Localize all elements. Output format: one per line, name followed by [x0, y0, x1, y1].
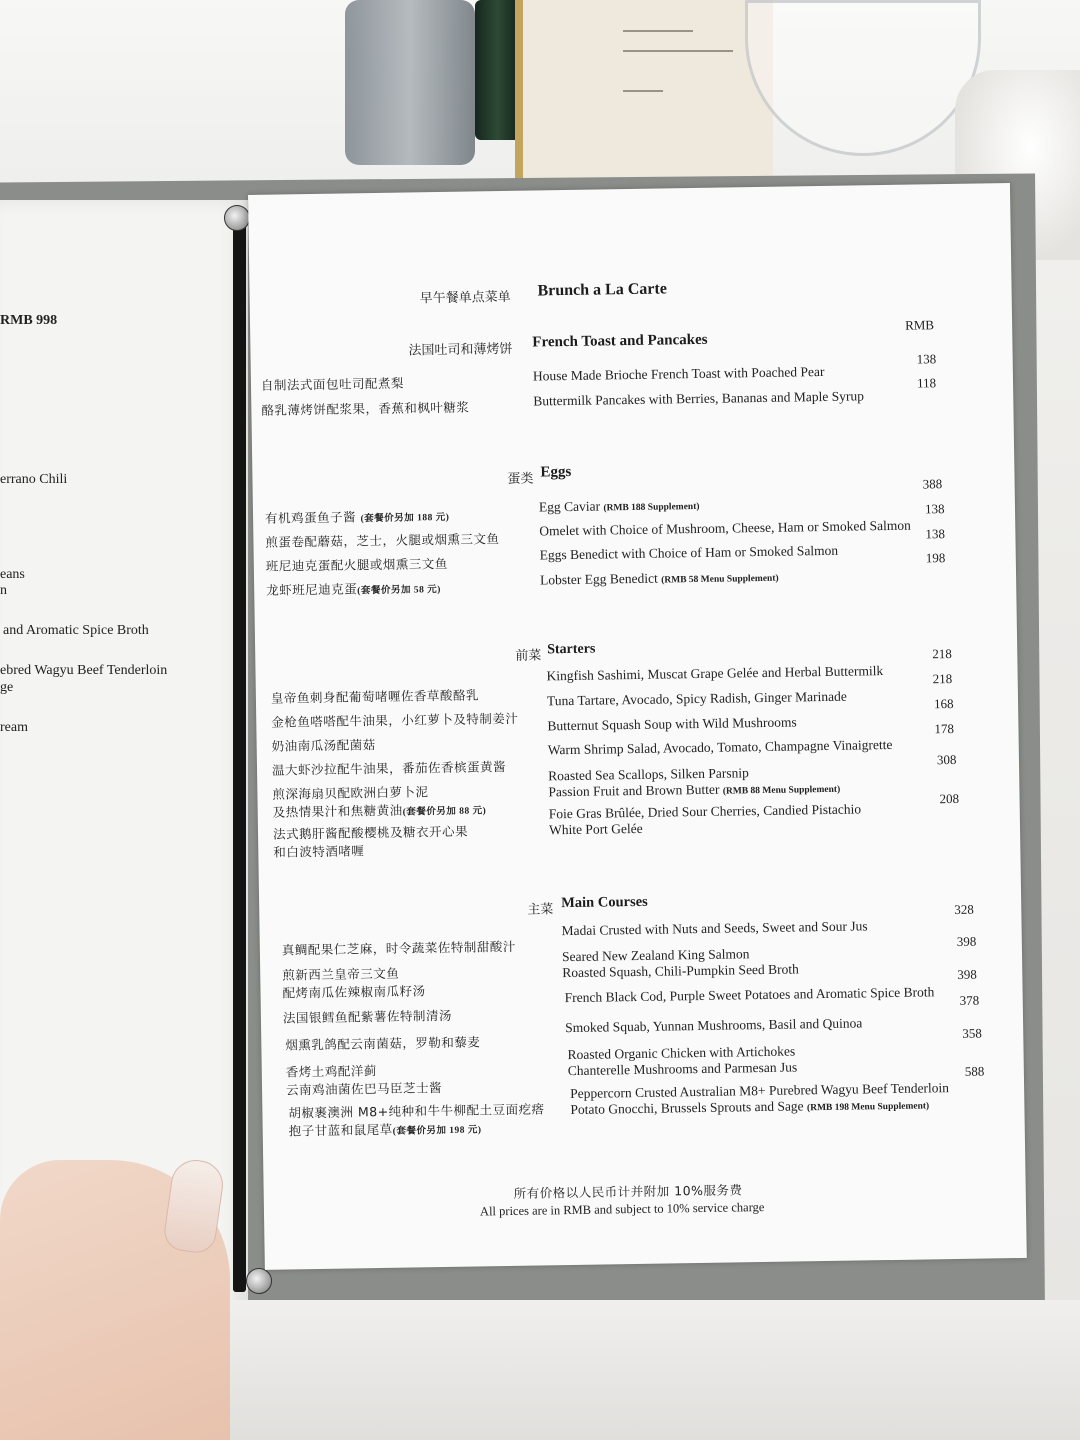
menu-item-price: 138: [925, 526, 946, 542]
menu-item-zh: 胡椒裹澳洲 M8+纯种和牛牛柳配土豆面疙瘩: [288, 1101, 545, 1121]
menu-item-en: Seared New Zealand King Salmon: [561, 946, 750, 965]
menu-item-price: 308: [936, 751, 957, 768]
menu-item-en-line2: Roasted Squash, Chili-Pumpkin Seed Broth: [562, 961, 799, 981]
menu-item-en: Roasted Sea Scallops, Silken Parsnip: [548, 765, 749, 784]
menu-item-en: House Made Brioche French Toast with Poached Pear: [532, 363, 825, 384]
section-title-zh: 法国吐司和薄烤饼: [408, 341, 513, 359]
binding-rivet: [246, 1268, 272, 1294]
menu-item-price: 138: [924, 501, 945, 517]
supplement-note: (RMB 188 Supplement): [603, 501, 700, 514]
left-page-line: ebred Wagyu Beef Tenderloin: [0, 663, 168, 678]
menu-item-zh: 班尼迪克蛋配火腿或烟熏三文鱼: [265, 555, 448, 574]
left-menu-page: [0, 200, 248, 1310]
menu-item-en: Peppercorn Crusted Australian M8+ Purebred Wagyu Beef Tenderloin: [570, 1080, 950, 1102]
menu-item-zh: 皇帝鱼刺身配葡萄啫喱佐香草酸酪乳: [270, 687, 480, 706]
supplement-note: (RMB 88 Menu Supplement): [722, 784, 841, 797]
section-title-en: Eggs: [540, 463, 572, 481]
menu-item-en: Buttermilk Pancakes with Berries, Bananas and Maple Syrup: [533, 388, 865, 409]
footer-note-en: All prices are in RMB and subject to 10% service charge: [479, 1200, 765, 1219]
menu-item-en-line2: Passion Fruit and Brown Butter (RMB 88 Menu Supplement): [548, 781, 841, 800]
section-title-zh: 前菜: [515, 648, 542, 664]
menu-item-zh: 龙虾班尼迪克蛋(套餐价另加 58 元): [266, 581, 441, 598]
menu-item-en: Roasted Organic Chicken with Artichokes: [567, 1043, 796, 1063]
flower-vase: [345, 0, 475, 165]
menu-item-price: 198: [925, 550, 946, 566]
footer-note-zh: 所有价格以人民币计并附加 10%服务费: [513, 1182, 743, 1201]
menu-item-zh: 法式鹅肝酱配酸樱桃及糖衣开心果: [272, 823, 469, 842]
section-title-en: Main Courses: [561, 893, 648, 912]
menu-title-zh: 早午餐单点菜单: [419, 289, 511, 307]
supplement-note: (套餐价另加 198 元): [392, 1125, 482, 1137]
menu-item-price: 168: [933, 695, 954, 712]
menu-item-zh-line2: 和白波特酒啫喱: [273, 843, 365, 860]
menu-item-zh-line2: 抱子甘蓝和鼠尾草(套餐价另加 198 元): [288, 1121, 482, 1139]
menu-item-zh: 煎深海扇贝配欧洲白萝卜泥: [272, 784, 429, 802]
left-page-line: RMB 998: [0, 313, 58, 328]
menu-item-en: Smoked Squab, Yunnan Mushrooms, Basil and Quinoa: [564, 1015, 863, 1036]
menu-item-en: French Black Cod, Purple Sweet Potatoes and Aromatic Spice Broth: [564, 984, 935, 1006]
menu-item-price: 328: [954, 901, 974, 917]
menu-title-en: Brunch a La Carte: [537, 280, 667, 300]
brunch-menu-page: [248, 183, 1027, 1270]
bookmark-ribbon: [233, 212, 246, 1292]
menu-item-en: Lobster Egg Benedict (RMB 58 Menu Supplement): [539, 570, 779, 588]
menu-item-en: Foie Gras Brûlée, Dried Sour Cherries, Candied Pistachio: [548, 801, 862, 822]
menu-item-zh: 煎新西兰皇帝三文鱼: [282, 965, 400, 983]
left-page-line: errano Chili: [0, 472, 68, 487]
supplement-note: (RMB 198 Menu Supplement): [806, 1101, 930, 1114]
menu-item-price: 398: [956, 933, 977, 949]
water-bottle: [475, 0, 520, 140]
supplement-note: (套餐价另加 188 元): [360, 512, 450, 525]
menu-item-en: Kingfish Sashimi, Muscat Grape Gelée and Herbal Buttermilk: [546, 663, 884, 684]
standing-menu-card: [515, 0, 773, 185]
supplement-note: (RMB 58 Menu Supplement): [661, 573, 779, 586]
menu-item-en: Eggs Benedict with Choice of Ham or Smoked Salmon: [539, 542, 839, 563]
menu-item-price: 358: [962, 1025, 982, 1041]
menu-item-price: 398: [957, 966, 977, 982]
lap-blanket: [230, 1300, 1080, 1440]
menu-item-zh: 酪乳薄烤饼配浆果，香蕉和枫叶糖浆: [261, 399, 470, 418]
section-title-zh: 蛋类: [507, 471, 534, 487]
menu-item-price: 588: [964, 1063, 985, 1079]
menu-item-zh: 奶油南瓜汤配菌菇: [271, 737, 376, 754]
left-page-line: and Aromatic Spice Broth: [3, 623, 149, 638]
menu-item-en: Omelet with Choice of Mushroom, Cheese, Ham or Smoked Salmon: [539, 517, 911, 539]
menu-item-zh: 有机鸡蛋鱼子酱 (套餐价另加 188 元): [264, 509, 450, 526]
menu-item-en-line2: White Port Gelée: [548, 820, 643, 838]
menu-item-zh: 温大虾沙拉配牛油果，番茄佐香槟蛋黄酱: [271, 759, 507, 778]
menu-item-zh: 金枪鱼嗒嗒配牛油果，小红萝卜及特制姜汁: [271, 710, 519, 730]
left-page-line: n: [0, 583, 7, 598]
menu-item-price: 208: [939, 790, 960, 807]
menu-item-price: 218: [932, 670, 953, 687]
menu-item-en-line2: Chanterelle Mushrooms and Parmesan Jus: [567, 1059, 798, 1079]
left-page-line: ge: [0, 680, 14, 695]
menu-item-zh: 煎蛋卷配蘑菇，芝士，火腿或烟熏三文鱼: [265, 531, 500, 550]
section-title-zh: 主菜: [527, 902, 554, 918]
menu-item-en-line2: Potato Gnocchi, Brussels Sprouts and Sage (RMB 198 Menu Supplement): [570, 1098, 930, 1118]
menu-item-zh: 自制法式面包吐司配煮梨: [260, 375, 405, 393]
menu-item-price: 378: [959, 992, 980, 1008]
menu-item-price: 218: [932, 646, 952, 662]
currency-header: RMB: [905, 317, 935, 333]
menu-item-price: 178: [934, 720, 955, 737]
menu-item-zh-line2: 配烤南瓜佐辣椒南瓜籽汤: [282, 983, 426, 1001]
menu-item-zh-line2: 云南鸡油菌佐巴马臣芝士酱: [285, 1080, 443, 1098]
section-title-en: French Toast and Pancakes: [532, 331, 708, 351]
menu-item-price: 388: [922, 476, 943, 492]
menu-item-zh: 真鲷配果仁芝麻，时令蔬菜佐特制甜酸汁: [281, 938, 516, 958]
menu-item-zh: 法国银鳕鱼配紫薯佐特制清汤: [282, 1007, 453, 1026]
menu-item-en: Egg Caviar (RMB 188 Supplement): [538, 498, 700, 515]
menu-item-en: Warm Shrimp Salad, Avocado, Tomato, Champagne Vinaigrette: [547, 736, 893, 758]
left-page-line: ream: [0, 720, 28, 735]
menu-item-en: Madai Crusted with Nuts and Seeds, Sweet and Sour Jus: [561, 918, 868, 939]
menu-item-zh: 烟熏乳鸽配云南菌菇，罗勒和藜麦: [285, 1034, 481, 1053]
menu-item-en: Butternut Squash Soup with Wild Mushrooms: [547, 714, 797, 734]
supplement-note: (套餐价另加 58 元): [357, 585, 441, 597]
supplement-note: (套餐价另加 88 元): [402, 806, 487, 818]
menu-item-price: 118: [916, 375, 937, 391]
left-page-line: eans: [0, 567, 25, 582]
menu-item-price: 138: [916, 351, 937, 367]
binding-rivet: [224, 205, 250, 231]
section-title-en: Starters: [547, 641, 596, 658]
menu-item-zh-line2: 及热情果汁和焦糖黄油(套餐价另加 88 元): [272, 802, 487, 820]
menu-item-en: Tuna Tartare, Avocado, Spicy Radish, Ginger Marinade: [546, 688, 847, 709]
menu-item-zh: 香烤土鸡配洋蓟: [285, 1063, 377, 1080]
